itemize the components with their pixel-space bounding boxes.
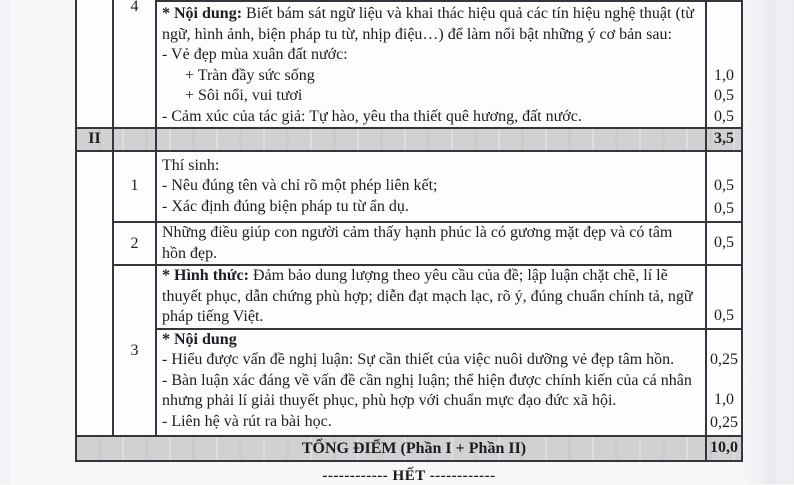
question-number-cell bbox=[112, 0, 155, 129]
rubric-line bbox=[157, 330, 743, 351]
score-value: 0,5 bbox=[714, 87, 734, 104]
rubric-line bbox=[157, 66, 743, 87]
row-body bbox=[155, 129, 705, 152]
rubric-line bbox=[157, 371, 743, 412]
rubric-line bbox=[157, 197, 743, 222]
section-i-question-4 bbox=[75, 0, 743, 129]
score-value: 0,5 bbox=[714, 107, 734, 125]
line-score-cell bbox=[705, 176, 743, 197]
plain-text: Đảm bảo dung lượng theo yêu cầu của đề; lập luận chặt chẽ, lí lẽ thuyết phục, dẫn chứng phù hợp; diễn đạt mạch lạc, rõ ý, đúng chuẩn chính tả, ngữ pháp tiếng Việt. bbox=[162, 267, 693, 325]
rubric-line bbox=[157, 86, 743, 107]
line-text bbox=[157, 223, 705, 264]
section-cell bbox=[75, 266, 112, 437]
scan-edge-right bbox=[742, 0, 794, 484]
line-score-cell bbox=[705, 66, 743, 87]
line-text bbox=[157, 371, 705, 412]
plain-text: - Xác định đúng biện pháp tu từ ẩn dụ. bbox=[162, 197, 409, 215]
rubric-line bbox=[157, 107, 743, 128]
line-text bbox=[157, 266, 705, 328]
rubric-line bbox=[157, 45, 743, 66]
plain-text: - Cảm xúc của tác giả: Tự hào, yêu tha thiết quê hương, đất nước. bbox=[162, 107, 582, 125]
criterion-noi-dung bbox=[155, 330, 743, 438]
plain-text: - Liên hệ và rút ra bài học. bbox=[162, 412, 332, 430]
line-score-cell bbox=[705, 197, 743, 222]
rubric-line bbox=[157, 223, 743, 264]
line-text bbox=[157, 350, 705, 371]
score-value: 0,5 bbox=[714, 177, 734, 194]
score-value: 10,0 bbox=[710, 439, 738, 457]
criteria-group bbox=[155, 266, 743, 437]
scan-edge-left bbox=[0, 0, 10, 484]
plain-text: Những điều giúp con người cảm thấy hạnh phúc là có gương mặt đẹp và có tâm hồn đẹp. bbox=[162, 224, 673, 262]
question-number-cell bbox=[112, 223, 155, 266]
line-score-cell bbox=[705, 371, 743, 412]
line-text bbox=[157, 66, 705, 87]
rubric-line bbox=[157, 2, 743, 45]
end-marker: ------------ HẾT ------------ bbox=[322, 468, 496, 484]
plain-text: - Vẻ đẹp mùa xuân đất nước: bbox=[162, 46, 348, 63]
line-score-cell bbox=[705, 330, 743, 351]
line-score-cell bbox=[705, 350, 743, 371]
section-label: II bbox=[88, 130, 101, 148]
plain-text: + Tràn đầy sức sống bbox=[185, 66, 315, 84]
total-label: TỔNG ĐIỂM (Phần I + Phần II) bbox=[75, 437, 705, 462]
plain-text: Biết bám sát ngữ liệu và khai thác hiệu quả các tín hiệu nghệ thuật (từ ngữ, hình ảnh, biện pháp tu từ, nhịp điệu…) để làm nổi bật những ý cơ bản sau: bbox=[162, 5, 694, 43]
line-score-cell bbox=[705, 152, 743, 177]
line-text bbox=[157, 86, 705, 107]
line-text bbox=[157, 107, 705, 128]
total-row bbox=[75, 437, 743, 462]
question-number-cell bbox=[112, 152, 155, 224]
score-value: 0,25 bbox=[710, 351, 738, 368]
score-value: 0,25 bbox=[710, 414, 738, 431]
line-score-cell bbox=[705, 45, 743, 66]
rubric-line bbox=[157, 176, 743, 197]
line-score-cell bbox=[705, 86, 743, 107]
score-value: 1,0 bbox=[714, 391, 734, 408]
line-text bbox=[157, 176, 705, 197]
emphasis-text: * Hình thức: bbox=[162, 267, 253, 284]
section-ii-header bbox=[75, 129, 743, 152]
section-ii-question-3 bbox=[75, 266, 743, 437]
document-page bbox=[75, 0, 743, 485]
line-text bbox=[157, 412, 705, 436]
line-text bbox=[157, 45, 705, 66]
plain-text: - Nêu đúng tên và chỉ rõ một phép liên kết; bbox=[162, 177, 438, 194]
rubric-line bbox=[157, 266, 743, 328]
section-cell bbox=[75, 129, 112, 152]
plain-text: - Bàn luận xác đáng về vấn đề cần nghị luận; thể hiện được chính kiến của cá nhân nhưng phải lí giải thuyết phục, phù hợp với chuẩn mực đạo đức xã hội. bbox=[162, 371, 692, 409]
line-text bbox=[157, 2, 705, 45]
score-value: 0,5 bbox=[714, 234, 734, 252]
score-value: 0,5 bbox=[714, 307, 734, 324]
score-value: 3,5 bbox=[714, 130, 734, 147]
plain-text: Thí sinh: bbox=[162, 156, 220, 174]
section-ii-question-2 bbox=[75, 223, 743, 266]
section-cell bbox=[75, 0, 112, 129]
line-score-cell bbox=[705, 223, 743, 264]
question-number: 3 bbox=[130, 341, 139, 359]
plain-text: - Hiểu được vấn đề nghị luận: Sự cần thiết của việc nuôi dưỡng vẻ đẹp tâm hồn. bbox=[162, 351, 675, 368]
section-ii-question-1 bbox=[75, 152, 743, 224]
rubric-table bbox=[75, 0, 743, 462]
question-number: 2 bbox=[130, 234, 139, 252]
rubric-line bbox=[157, 412, 743, 436]
rubric-line bbox=[157, 350, 743, 371]
total-score-cell bbox=[705, 437, 743, 462]
criterion-hinh-thuc bbox=[155, 266, 743, 330]
line-text bbox=[157, 330, 705, 351]
emphasis-text: * Nội dung: bbox=[162, 5, 247, 22]
line-score-cell bbox=[705, 412, 743, 436]
line-score-cell bbox=[705, 266, 743, 328]
line-score-cell bbox=[705, 107, 743, 128]
section-cell bbox=[75, 223, 112, 266]
plain-text: + Sôi nổi, vui tươi bbox=[185, 87, 303, 104]
score-value: 0,5 bbox=[714, 199, 734, 217]
line-score-cell bbox=[705, 2, 743, 45]
line-text bbox=[157, 152, 705, 177]
question-number-cell bbox=[112, 129, 155, 152]
emphasis-text: * Nội dung bbox=[162, 330, 237, 348]
question-number-cell bbox=[112, 266, 155, 437]
section-cell bbox=[75, 152, 112, 224]
score-value: 1,0 bbox=[714, 66, 734, 84]
row-body bbox=[155, 152, 743, 224]
line-text bbox=[157, 197, 705, 222]
row-body bbox=[155, 0, 743, 129]
row-body bbox=[155, 223, 743, 266]
section-score-cell bbox=[705, 129, 743, 152]
question-number: 4 bbox=[130, 0, 139, 15]
question-number: 1 bbox=[130, 177, 139, 195]
rubric-line bbox=[157, 152, 743, 177]
